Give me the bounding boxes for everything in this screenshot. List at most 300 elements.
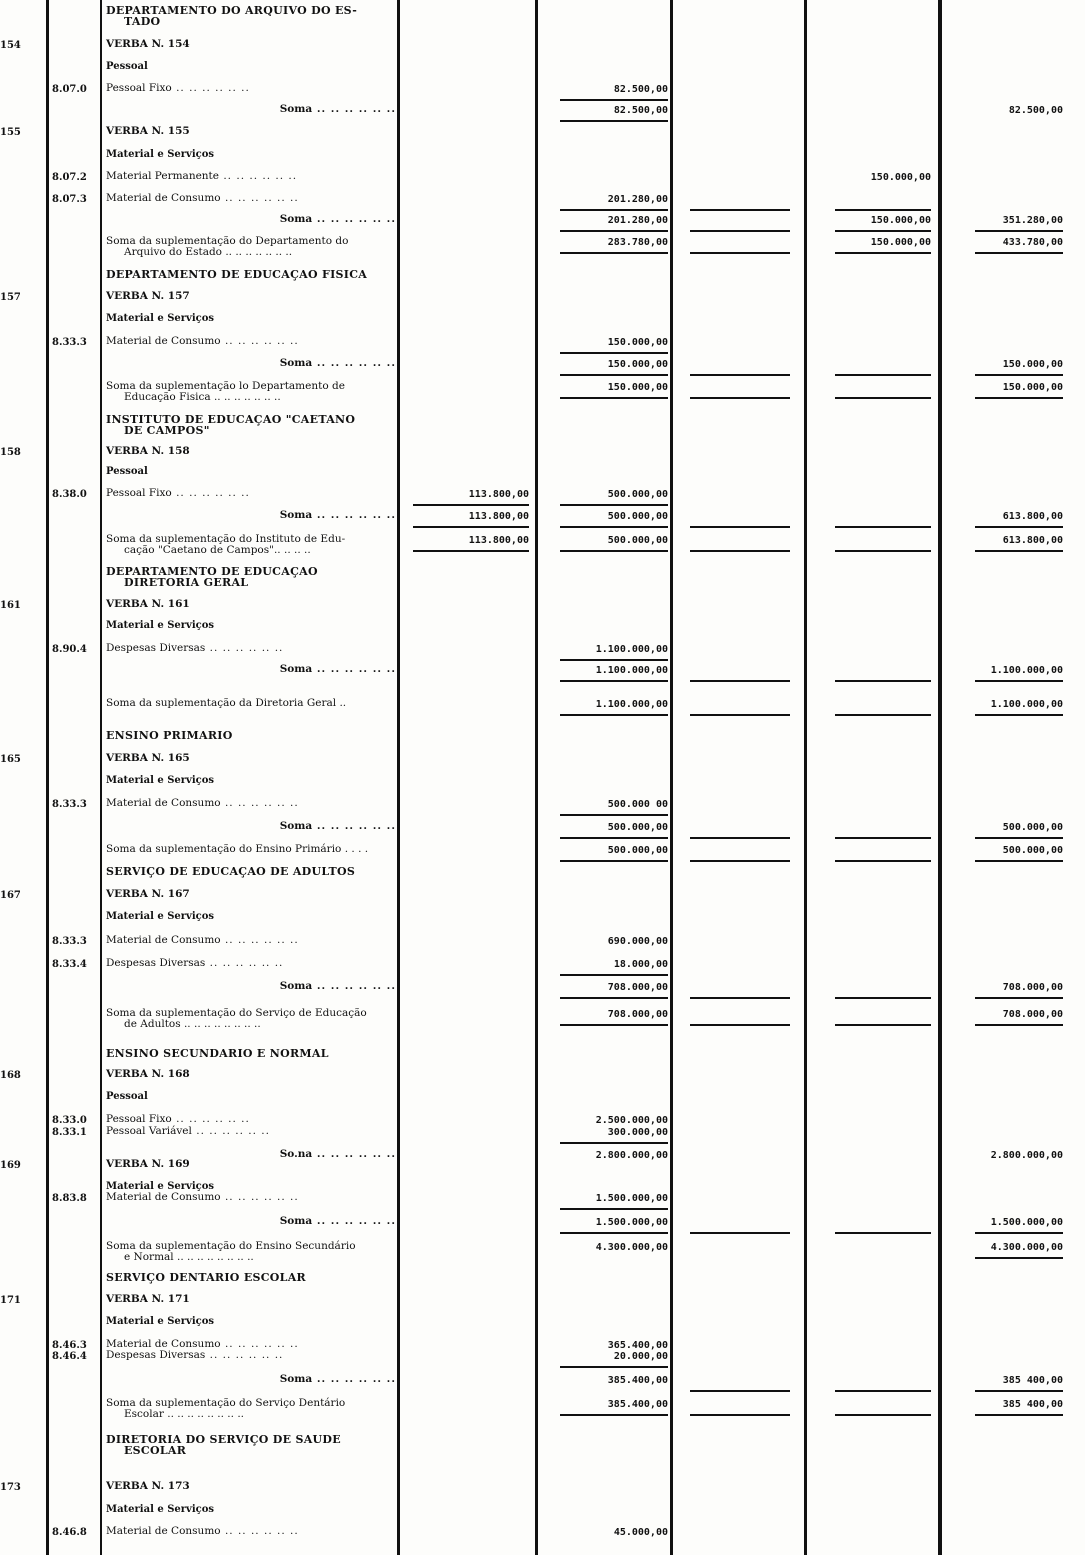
row-description [106,149,396,160]
description-line: VERBA N. 171 [106,1293,190,1305]
sum-rule-line [560,997,668,999]
amount-col-b: 150.000,00 [607,337,668,348]
table-row-heading [0,411,1085,435]
description-line: Pessoal Fixo [106,1113,172,1125]
description-line: Material e Serviços [106,1504,215,1515]
row-description [106,664,396,675]
verba-number: 165 [0,754,21,765]
row-description [106,1272,396,1283]
sum-rule-line [560,974,668,976]
description-line: VERBA N. 169 [106,1158,190,1170]
table-row-total [0,233,1085,257]
table-row-sub [0,1501,1085,1525]
description-line: Soma da suplementação do Ensino Primário . . . . [106,843,369,855]
item-code: 8.83.8 [52,1193,87,1204]
amount-col-d: 150.000,00 [870,237,931,248]
description-line: Despesas Diversas [106,642,206,654]
sum-rule-line [560,1232,668,1234]
row-description [106,291,396,302]
item-code: 8.38.0 [52,489,87,500]
table-row-heading [0,863,1085,887]
table-row-heading [0,2,1085,26]
sum-rule-line [413,550,529,552]
row-description [106,358,396,369]
description-line: DEPARTAMENTO DO ARQUIVO DO ES- [106,4,358,17]
row-description [106,1316,396,1327]
amount-col-d: 150.000,00 [870,172,931,183]
description-line: DEPARTAMENTO DE EDUCAÇAO FISICA [106,268,368,281]
row-description [106,381,396,403]
amount-col-b: 500.000 00 [607,799,668,810]
row-description [106,61,396,72]
sum-rule-line [975,997,1063,999]
amount-col-e: 500.000,00 [1002,845,1063,856]
description-line: DIRETORIA DO SERVIÇO DE SAUDE [106,1433,341,1446]
sum-rule-line [690,374,790,376]
table-row-soma [0,1213,1085,1237]
amount-col-e: 2.800.000,00 [990,1150,1063,1161]
table-row-item [0,485,1085,509]
table-row-sub [0,58,1085,82]
description-line: VERBA N. 154 [106,38,190,50]
sum-rule-line [835,997,931,999]
row-description [106,1241,396,1263]
row-description [106,1350,396,1361]
sum-rule-line [560,504,668,506]
row-description [106,844,396,855]
description-line-2: Arquivo do Estado .. .. .. .. .. .. .. [124,246,293,258]
amount-col-e: 385 400,00 [1002,1375,1063,1386]
amount-col-e: 1.100.000,00 [990,665,1063,676]
verba-number: 154 [0,40,21,51]
sum-rule-line [413,504,529,506]
description-line: Material de Consumo [106,335,221,347]
sum-rule-line [690,714,790,716]
amount-col-b: 690.000,00 [607,936,668,947]
table-row-verba [0,36,1085,60]
sum-rule-line [975,1414,1063,1416]
table-row-total [0,531,1085,555]
row-description [106,620,396,631]
table-row-total [0,378,1085,402]
row-description [106,566,396,588]
amount-col-b: 500.000,00 [607,489,668,500]
sum-rule-line [975,680,1063,682]
description-line: Material Permanente [106,170,219,182]
amount-col-b: 500.000,00 [607,822,668,833]
description-line: VERBA N. 161 [106,598,190,610]
table-row-item [0,1347,1085,1371]
description-line: Material e Serviços [106,1181,215,1192]
description-line: Despesas Diversas [106,1349,206,1361]
description-line: Pessoal Fixo [106,487,172,499]
description-line-2: DIRETORIA GERAL [124,576,249,589]
row-description [106,1374,396,1385]
verba-number: 167 [0,890,21,901]
description-line: Material de Consumo [106,192,221,204]
sum-rule-line [835,1414,931,1416]
row-description [106,730,396,741]
sum-rule-line [975,1390,1063,1392]
description-line: Soma [279,213,313,225]
table-row-heading [0,1269,1085,1293]
item-code: 8.46.4 [52,1351,87,1362]
description-line-2: Educação Fisica .. .. .. .. .. .. .. [124,391,281,403]
row-description [106,1526,396,1537]
table-row-total [0,841,1085,865]
amount-col-e: 1.100.000,00 [990,699,1063,710]
description-line: Material e Serviços [106,313,215,324]
item-code: 8.33.3 [52,936,87,947]
description-line: Pessoal [106,466,148,477]
amount-col-b: 2.800.000,00 [595,1150,668,1161]
table-row-item [0,1123,1085,1147]
sum-rule-line [560,1366,668,1368]
row-description [106,336,396,347]
sum-rule-line [560,252,668,254]
table-row-verba [0,1156,1085,1180]
amount-col-e: 1.500.000,00 [990,1217,1063,1228]
table-row-sub [0,772,1085,796]
row-description [106,488,396,499]
description-line: Material de Consumo [106,797,221,809]
row-description [106,798,396,809]
amount-col-e: 150.000,00 [1002,359,1063,370]
amount-col-b: 45.000,00 [613,1527,668,1538]
description-line: Soma da suplementação do Departamento do [106,235,349,247]
description-line: SERVIÇO DENTARIO ESCOLAR [106,1271,306,1284]
sum-rule-line [690,860,790,862]
row-description [106,1192,396,1203]
table-row-item [0,955,1085,979]
amount-col-e: 613.800,00 [1002,511,1063,522]
amount-col-b: 4.300.000,00 [595,1242,668,1253]
row-description [106,126,396,137]
item-code: 8.33.4 [52,959,87,970]
amount-col-b: 708.000,00 [607,982,668,993]
item-code: 8.07.0 [52,84,87,95]
description-line: VERBA N. 165 [106,752,190,764]
sum-rule-line [835,230,931,232]
sum-rule-line [560,1024,668,1026]
description-line-2: e Normal .. .. .. .. .. .. .. .. [124,1251,254,1263]
row-description [106,1048,396,1059]
amount-col-b: 150.000,00 [607,359,668,370]
row-description [106,510,396,521]
amount-col-e: 708.000,00 [1002,982,1063,993]
description-line: So.na [279,1148,313,1160]
sum-rule-line [560,397,668,399]
table-row-verba [0,886,1085,910]
table-row-total [0,1005,1085,1029]
table-row-verba [0,1066,1085,1090]
sum-rule-line [975,1024,1063,1026]
sum-rule-line [690,680,790,682]
sum-rule-line [975,230,1063,232]
sum-rule-line [690,397,790,399]
amount-col-b: 2.500.000,00 [595,1115,668,1126]
description-line: Soma [279,103,313,115]
verba-number: 173 [0,1482,21,1493]
item-code: 8.07.2 [52,172,87,183]
amount-col-b: 500.000,00 [607,845,668,856]
sum-rule-line [560,230,668,232]
verba-number: 169 [0,1160,21,1171]
table-row-soma [0,661,1085,685]
description-line: ENSINO SECUNDARIO E NORMAL [106,1047,329,1060]
amount-col-b: 500.000,00 [607,511,668,522]
table-row-total [0,695,1085,719]
amount-col-b: 201.280,00 [607,215,668,226]
amount-col-b: 500.000,00 [607,535,668,546]
sum-rule-line [835,1390,931,1392]
amount-col-e: 351.280,00 [1002,215,1063,226]
sum-rule-line [835,397,931,399]
sum-rule-line [975,860,1063,862]
sum-rule-line [975,837,1063,839]
row-description [106,1159,396,1170]
table-row-item [0,1189,1085,1213]
row-description [106,911,396,922]
description-line-2: TADO [124,15,161,28]
amount-col-e: 82.500,00 [1008,105,1063,116]
sum-rule-line [975,397,1063,399]
table-row-verba [0,1478,1085,1502]
amount-col-b: 1.100.000,00 [595,699,668,710]
description-line: Material e Serviços [106,775,215,786]
row-description [106,446,396,457]
amount-col-b: 1.500.000,00 [595,1217,668,1228]
description-line: Material e Serviços [106,620,215,631]
row-description [106,414,396,436]
table-row-verba [0,750,1085,774]
amount-col-b: 82.500,00 [613,105,668,116]
description-line: Soma [279,1373,313,1385]
row-description [106,5,396,27]
row-description [106,534,396,556]
row-description [106,1091,396,1102]
row-description [106,889,396,900]
description-line: VERBA N. 155 [106,125,190,137]
row-description [106,1216,396,1227]
sum-rule-line [690,997,790,999]
description-line: VERBA N. 173 [106,1480,190,1492]
row-description [106,214,396,225]
table-row-verba [0,1291,1085,1315]
verba-number: 155 [0,127,21,138]
item-code: 8.33.3 [52,337,87,348]
item-code: 8.46.3 [52,1340,87,1351]
table-row-sub [0,146,1085,170]
row-description [106,958,396,969]
sum-rule-line [560,680,668,682]
amount-col-b: 201.280,00 [607,194,668,205]
table-row-sub [0,908,1085,932]
row-description [106,821,396,832]
table-row-item [0,795,1085,819]
item-code: 8.90.4 [52,644,87,655]
row-description [106,1398,396,1420]
sum-rule-line [560,837,668,839]
amount-col-e: 500.000,00 [1002,822,1063,833]
sum-rule-line [560,860,668,862]
table-row-soma [0,355,1085,379]
amount-col-e: 4.300.000,00 [990,1242,1063,1253]
row-description [106,104,396,115]
description-line: INSTITUTO DE EDUCAÇAO "CAETANO [106,413,356,426]
sum-rule-line [690,230,790,232]
table-row-total [0,1238,1085,1262]
amount-col-b: 708.000,00 [607,1009,668,1020]
description-line: Material de Consumo [106,1525,221,1537]
description-line: Material de Consumo [106,1338,221,1350]
table-row-soma [0,211,1085,235]
description-line: Soma [279,820,313,832]
sum-rule-line [560,550,668,552]
verba-number: 157 [0,292,21,303]
amount-col-a: 113.800,00 [468,535,529,546]
description-line-2: Escolar .. .. .. .. .. .. .. .. [124,1408,244,1420]
description-line-2: ESCOLAR [124,1444,187,1457]
table-row-item [0,168,1085,192]
row-description [106,1481,396,1492]
description-line-2: cação "Caetano de Campos".. .. .. .. [124,544,311,556]
amount-col-b: 18.000,00 [613,959,668,970]
sum-rule-line [560,814,668,816]
sum-rule-line [690,1024,790,1026]
row-description [106,1294,396,1305]
sum-rule-line [560,120,668,122]
amount-col-a: 113.800,00 [468,489,529,500]
amount-col-b: 300.000,00 [607,1127,668,1138]
verba-number: 158 [0,447,21,458]
sum-rule-line [560,526,668,528]
amount-col-e: 150.000,00 [1002,382,1063,393]
amount-col-e: 433.780,00 [1002,237,1063,248]
row-description [106,753,396,764]
row-description [106,1008,396,1030]
table-row-item [0,1523,1085,1547]
description-line-2: DE CAMPOS" [124,424,210,437]
description-line: Soma da suplementação do Ensino Secundário [106,1240,356,1252]
verba-number: 168 [0,1070,21,1081]
description-line: Soma [279,509,313,521]
description-line: VERBA N. 168 [106,1068,190,1080]
description-line: Soma da suplementação da Diretoria Geral .. [106,697,347,709]
sum-rule-line [835,252,931,254]
amount-col-b: 365.400,00 [607,1340,668,1351]
description-line: Pessoal [106,1091,148,1102]
amount-col-a: 113.800,00 [468,511,529,522]
item-code: 8.07.3 [52,194,87,205]
row-description [106,193,396,204]
sum-rule-line [560,1142,668,1144]
amount-col-b: 283.780,00 [607,237,668,248]
sum-rule-line [975,526,1063,528]
description-line: Soma [279,357,313,369]
amount-col-e: 385 400,00 [1002,1399,1063,1410]
sum-rule-line [690,550,790,552]
table-row-heading [0,727,1085,751]
sum-rule-line [690,1232,790,1234]
sum-rule-line [975,374,1063,376]
row-description [106,981,396,992]
description-line: Soma [279,980,313,992]
row-description [106,866,396,877]
description-line: Soma [279,1215,313,1227]
row-description [106,698,396,709]
row-description [106,1434,396,1456]
sum-rule-line [835,714,931,716]
amount-col-b: 385.400,00 [607,1399,668,1410]
table-row-soma [0,978,1085,1002]
item-code: 8.33.0 [52,1115,87,1126]
table-row-total [0,1395,1085,1419]
description-line: VERBA N. 158 [106,445,190,457]
table-row-sub [0,463,1085,487]
amount-col-e: 613.800,00 [1002,535,1063,546]
row-description [106,643,396,654]
row-description [106,83,396,94]
description-line: Pessoal [106,61,148,72]
table-row-soma [0,818,1085,842]
sum-rule-line [975,714,1063,716]
sum-rule-line [835,374,931,376]
item-code: 8.33.1 [52,1127,87,1138]
row-description [106,935,396,946]
table-row-item [0,333,1085,357]
description-line: Material de Consumo [106,934,221,946]
row-description [106,1126,396,1137]
verba-number: 161 [0,600,21,611]
sum-rule-line [835,550,931,552]
row-description [106,171,396,182]
amount-col-b: 150.000,00 [607,382,668,393]
sum-rule-line [560,1208,668,1210]
sum-rule-line [690,526,790,528]
table-row-sub [0,1313,1085,1337]
table-row-sub [0,617,1085,641]
description-line: Material e Serviços [106,149,215,160]
sum-rule-line [690,1390,790,1392]
verba-number: 171 [0,1295,21,1306]
table-row-soma [0,1371,1085,1395]
table-row-heading [0,1431,1085,1455]
sum-rule-line [835,680,931,682]
amount-col-b: 82.500,00 [613,84,668,95]
description-line: Material e Serviços [106,911,215,922]
table-row-heading [0,266,1085,290]
description-line: DEPARTAMENTO DE EDUCAÇAO [106,565,318,578]
table-row-soma [0,101,1085,125]
row-description [106,775,396,786]
sum-rule-line [690,252,790,254]
table-row-sub [0,310,1085,334]
row-description [106,1069,396,1080]
description-line: Soma da suplementação do Instituto de Edu- [106,533,346,545]
description-line: Soma da suplementação do Serviço Dentário [106,1397,346,1409]
sum-rule-line [975,550,1063,552]
description-line: Despesas Diversas [106,957,206,969]
sum-rule-line [560,352,668,354]
amount-col-b: 1.100.000,00 [595,665,668,676]
amount-col-b: 1.100.000,00 [595,644,668,655]
description-line: Material e Serviços [106,1316,215,1327]
amount-col-d: 150.000,00 [870,215,931,226]
row-description [106,236,396,258]
description-line: VERBA N. 157 [106,290,190,302]
description-line: SERVIÇO DE EDUCAÇAO DE ADULTOS [106,865,356,878]
